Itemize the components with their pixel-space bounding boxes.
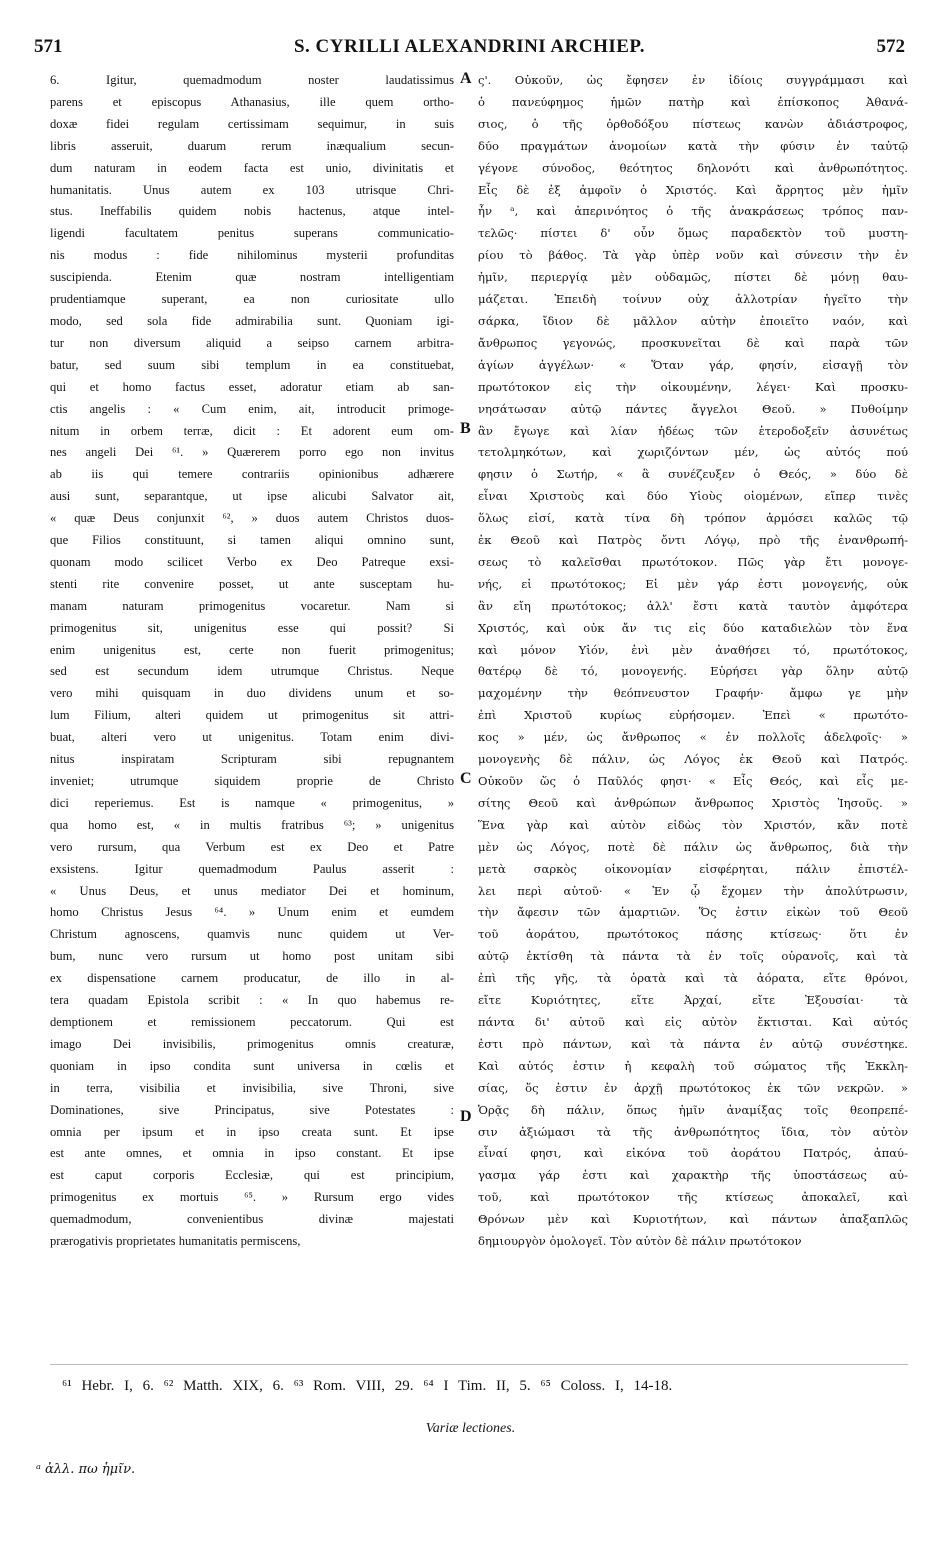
text-line: ἁγίων ἀγγέλων· « Ὅταν γάρ, φησίν, εἰσαγῇ τὸν: [478, 357, 908, 372]
text-line: vero rursum, qua Verbum est ex Deo et Patre: [50, 839, 454, 854]
text-line: ἂν εἴη πρωτότοκος; ἀλλ' ἔστι κατὰ ταυτὸν ἀμφότερα: [478, 598, 908, 613]
text-line: ctis angelis : « Cum enim, ait, introducit primoge-: [50, 401, 454, 416]
text-line: τοῦ ἀοράτου, πρωτότοκος πάσης κτίσεως· ὅτι ἐν: [478, 927, 908, 942]
text-line: Χριστός, καὶ οὐκ ἄν τις εἰς δύο καταδιελὼν τὸν ἕνα: [478, 620, 908, 635]
text-line: ἐπὶ τῆς γῆς, τὰ ὁρατὰ καὶ τὰ ἀόρατα, εἴτε θρόνοι,: [478, 971, 908, 986]
text-line: 6. Igitur, quemadmodum noster laudatissimus: [50, 73, 454, 87]
text-line: quonam modo scilicet Verbo ex Deo Patreque exsi-: [50, 554, 454, 569]
text-line: πρωτότοκον εἰς τὴν οἰκουμένην, λέγει· Καὶ προσκυ-: [478, 379, 908, 394]
text-line: dum naturam in eodem facta est unio, divinitatis et: [50, 160, 454, 175]
text-line: γασμα γάρ ἐστι καὶ χαρακτὴρ τῆς ὑποστάσεως αὐ-: [478, 1168, 908, 1183]
text-line: δημιουργὸν ὁμολογεῖ. Τὸν αὐτὸν δὲ πάλιν πρωτότοκον: [478, 1234, 802, 1249]
text-line: αὐτῷ ἐκτίσθη τὰ πάντα τὰ ἐν τοῖς οὐρανοῖς, καὶ τὰ: [478, 949, 908, 964]
text-line: σεως τὸ καλεῖσθαι πρωτότοκον. Πῶς γὰρ ἔτι μονογε-: [478, 554, 908, 569]
text-line: μάζεται. Ἐπειδὴ τοίνυν οὐχ ἀλλοτρίαν ἡγεῖτο τὴν: [478, 292, 908, 307]
text-line: Οὐκοῦν ὥς ὁ Παῦλός φησι· « Εἷς Θεός, καὶ εἷς με-: [478, 774, 908, 788]
text-line: τὴν ἄφεσιν τῶν ἁμαρτιῶν. Ὅς ἐστιν εἰκὼν τοῦ Θεοῦ: [478, 905, 908, 920]
text-line: nitus inspiratam Scripturam sibi repugnantem: [50, 752, 454, 767]
text-line: qua homo est, « in multis fratribus ⁶³; » unigenitus: [50, 817, 454, 832]
text-line: primogenitus ex mortuis ⁶⁵. » Rursum ergo vides: [50, 1190, 454, 1205]
text-line: enim unigenitus est, certe non fuerit primogenitus;: [50, 642, 454, 657]
text-line: tur non diversum aliquid a seipso carnem arbitra-: [50, 335, 454, 350]
running-title: S. CYRILLI ALEXANDRINI ARCHIEP.: [293, 36, 646, 57]
text-line: ὅλως εἰσί, κατὰ τίνα δὴ τρόπον ἁρμόσει καλῶς τῷ: [478, 511, 908, 526]
text-line: prærogativis proprietates humanitatis permiscens,: [50, 1234, 301, 1249]
text-line: stenti rite convenire posset, ut ante susceptam hu-: [50, 576, 454, 591]
text-line: καὶ μόνον Υἱόν, ἑνὶ μὲν ἀναθήσει τό, πρωτότοκος,: [478, 642, 908, 657]
text-line: τετολμηκότων, καὶ χωριζόντων μέν, ὡς αὐτός πού: [478, 445, 908, 460]
text-line: nis modus : fide nihilominus mysterii profunditas: [50, 248, 454, 263]
text-line: μετὰ σαρκὸς οἰκονομίαν εἰσφέρηται, πάλιν ἐπιστέλ-: [478, 861, 908, 876]
text-line: ἐπὶ Χριστοῦ κυρίως εὑρήσομεν. Ἐπεὶ « πρωτότο-: [478, 708, 908, 723]
text-line: vero mihi quisquam in duo dividens unum et so-: [50, 686, 454, 701]
text-line: γέγονε σύνοδος, θεότητος δηλονότι καὶ ἀνθρωπότητος.: [478, 160, 908, 175]
variae-lectiones-heading: Variæ lectiones.: [425, 1421, 516, 1436]
text-line: ὁ πανεύφημος ἡμῶν πατὴρ καὶ ἐπίσκοπος Ἀθανά-: [478, 94, 908, 109]
text-line: inveniet; utrumque siquidem proprie de Christo: [50, 774, 454, 788]
text-line: primogenitus sit, unigenitus esse qui possit? Si: [50, 620, 454, 635]
text-line: ἡμῖν, περιεργίᾳ μὲν οὐδαμῶς, πίστει δὲ μόνῃ θαυ-: [478, 270, 908, 285]
text-line: ἦν ᵃ, καὶ ἀπερινόητος ὁ τῆς ἀνακράσεως τρόπος παν-: [478, 204, 908, 219]
text-line: σιν ἀξιώμασι τὰ τῆς ἀνθρωπότητος ἴδια, τὸν αὐτὸν: [478, 1124, 908, 1139]
text-line: demptionem et remissionem peccatorum. Qui est: [50, 1014, 454, 1029]
text-line: nitum in orbem terræ, dicit : Et adorent eum om-: [50, 423, 454, 438]
section-marker-a: A: [460, 70, 472, 87]
section-marker-c: C: [460, 770, 472, 787]
text-line: εἴτε Κυριότητες, εἴτε Ἀρχαί, εἴτε Ἐξουσίαι· τὰ: [478, 993, 908, 1008]
text-line: quemadmodum, convenientibus divinæ majestati: [50, 1212, 454, 1227]
text-line: ex dispensatione carnem producatur, de illo in al-: [50, 971, 454, 986]
text-line: νησάτωσαν αὐτῷ πάντες ἄγγελοι Θεοῦ. » Πυθοίμην: [478, 401, 908, 416]
footnotes: ⁶¹ Hebr. I, 6. ⁶² Matth. XIX, 6. ⁶³ Rom. VIII, 29. ⁶⁴ I Tim. II, 5. ⁶⁵ Coloss. I, 14-18.: [62, 1378, 673, 1394]
text-line: bum, nunc vero rursum ut homo post unitam sibi: [50, 949, 454, 964]
text-line: τοῦ, καὶ πρωτότοκον τῆς κτίσεως ἀποκαλεῖ, καὶ: [478, 1190, 908, 1205]
section-marker-b: B: [460, 420, 471, 437]
text-line: stus. Ineffabilis quidem nobis hactenus, atque intel-: [50, 204, 454, 219]
text-line: modo, sed sola fide admirabilia sunt. Quoniam igi-: [50, 313, 454, 328]
text-line: in terra, visibilia et invisibilia, sive Throni, sive: [50, 1080, 454, 1095]
latin-column: [50, 70, 454, 1253]
text-line: Dominationes, sive Principatus, sive Potestates :: [50, 1102, 454, 1117]
text-line: ρίου τὸ βάθος. Τὰ γὰρ ὑπὲρ νοῦν καὶ σύνεσιν τὴν ἐν: [478, 248, 908, 263]
text-line: buat, alteri vero ut unigenitus. Totam enim divi-: [50, 730, 454, 745]
text-line: batur, sed suum sibi templum in ea constituebat,: [50, 357, 454, 372]
text-line: πάντα δι' αὐτοῦ καὶ εἰς αὐτὸν ἔκτισται. Καὶ αὐτός: [478, 1014, 908, 1029]
text-line: φησιν ὁ Σωτήρ, « ἃ συνέζευξεν ὁ Θεός, » δύο δὲ: [478, 467, 908, 482]
page-number-left: 571: [34, 36, 63, 57]
text-line: κος » μέν, ὡς ἄνθρωπος « ἐν πολλοῖς ἀδελφοῖς· »: [478, 730, 908, 745]
variant-note: ᵃ ἀλλ. πω ἡμῖν.: [36, 1462, 136, 1477]
text-line: omnia per ipsum et in ipso creata sunt. Et ipse: [50, 1124, 454, 1139]
text-line: lum Filium, alteri quidem ut primogenitus sit attri-: [50, 708, 454, 723]
text-line: μὲν ὡς Λόγος, ποτὲ δὲ πάλιν ὡς ἄνθρωπος, διὰ τὴν: [478, 839, 908, 854]
text-line: ligendi facultatem penitus superans communicatio-: [50, 226, 454, 241]
text-line: homo Christus Jesus ⁶⁴. » Unum enim et eumdem: [50, 905, 454, 920]
text-line: ausi sunt, separantque, ut ipse alicubi Salvator ait,: [50, 489, 454, 504]
text-line: ab iis qui temere contrariis opinionibus adhærere: [50, 467, 454, 482]
text-line: εἶναί φησι, καὶ εἰκόνα τοῦ ἀοράτου Πατρός, ἀπαύ-: [478, 1146, 908, 1161]
text-line: θατέρῳ δὲ τό, μονογενής. Εὑρήσει γὰρ ὅλην αὐτῷ: [478, 664, 908, 679]
text-line: libris asseruit, duarum rerum inæqualium secun-: [50, 138, 454, 153]
text-line: « quæ Deus conjunxit ⁶², » duos autem Christos duos-: [50, 511, 454, 526]
text-line: doxæ fidei regulam certissimam sequimur, in suis: [50, 116, 454, 131]
text-line: ἐστι πρὸ πάντων, καὶ τὰ πάντα ἐν αὐτῷ συνέστηκε.: [478, 1036, 908, 1051]
text-line: parens et episcopus Athanasius, ille quem ortho-: [50, 94, 454, 109]
text-line: tera quadam Epistola scribit : « In quo habemus re-: [50, 993, 454, 1008]
text-line: nes angeli Dei ⁶¹. » Quærerem porro ego non invitus: [50, 445, 454, 460]
text-line: σίας, ὅς ἐστιν ἐν ἀρχῇ πρωτότοκος ἐκ τῶν νεκρῶν. »: [478, 1080, 908, 1095]
text-line: que Filios constituunt, si tamen aliqui omnino sunt,: [50, 533, 454, 548]
text-line: σιος, ὁ τῆς ὀρθοδόξου πίστεως κανὼν ἀδιάστροφος,: [478, 116, 908, 131]
text-line: ἂν ἔγωγε καὶ λίαν ἡδέως τῶν ἑτεροδοξεῖν ἀσυνέτως: [478, 423, 908, 438]
greek-column: [478, 70, 908, 1253]
text-line: qui et homo factus esset, adoratur etiam ab san-: [50, 379, 454, 394]
running-header: [34, 36, 905, 66]
text-line: Christum agnoscens, quamvis nunc quidem ut Ver-: [50, 927, 454, 942]
text-line: μαχομένην τὴν θεόπνευστον Γραφήν· ἄμφω γε μὴν: [478, 686, 908, 701]
text-line: εἶναι Χριστοὺς καὶ δύο Υἱοὺς οἰομένων, εἴπερ τινὲς: [478, 489, 908, 504]
text-line: suscipienda. Etenim quæ nostram intelligentiam: [50, 270, 454, 285]
text-line: sed est secundum idem utrumque Christus. Neque: [50, 664, 454, 679]
text-line: μονογενὴς δὲ πάλιν, ὡς Λόγος ἐκ Θεοῦ καὶ Πατρός.: [478, 752, 908, 767]
text-line: ἄνθρωπος γεγονώς, προσκυνεῖται δὲ καὶ παρὰ τῶν: [478, 335, 908, 350]
text-line: exsistens. Igitur quemadmodum Paulus asserit :: [50, 861, 454, 876]
text-line: ἐκ Θεοῦ καὶ Πατρὸς ὄντι Λόγῳ, πρὸ τῆς ἐνανθρωπή-: [478, 533, 908, 548]
section-marker-d: D: [460, 1108, 472, 1125]
text-line: quoniam in ipso condita sunt universa in cœlis et: [50, 1058, 454, 1073]
text-line: Ὁρᾷς δὴ πάλιν, ὅπως ἡμῖν ἀναμίξας τοῖς θεοπρεπέ-: [478, 1102, 908, 1117]
text-line: est caput corporis Ecclesiæ, qui est principium,: [50, 1168, 454, 1183]
text-line: Θρόνων μὲν καὶ Κυριοτήτων, καὶ πάντων ἀπαξαπλῶς: [478, 1212, 908, 1227]
text-line: imago Dei invisibilis, primogenitus omnis creaturæ,: [50, 1036, 454, 1051]
text-line: Εἷς δὲ ἐξ ἀμφοῖν ὁ Χριστός. Καὶ ἄρρητος μὲν ἡμῖν: [478, 182, 908, 197]
text-line: prudentiamque superant, ea non curiositate ullo: [50, 292, 454, 307]
text-line: Καὶ αὐτός ἐστιν ἡ κεφαλὴ τοῦ σώματος τῆς Ἐκκλη-: [478, 1058, 908, 1073]
text-line: dici reperiemus. Est is namque « primogenitus, »: [50, 795, 454, 810]
text-line: λει περὶ αὐτοῦ· « Ἐν ᾧ ἔχομεν τὴν ἀπολύτρωσιν,: [478, 883, 908, 898]
page-number-right: 572: [876, 36, 905, 57]
text-line: τελῶς· πίστει δ' οὖν ὅμως παραδεκτὸν τοῦ μυστη-: [478, 226, 908, 241]
text-line: δύο πραγμάτων ἀνομοίων κατὰ τὴν φύσιν ἐν ταὐτῷ: [478, 138, 908, 153]
text-line: est ante omnes, et omnia in ipso constant. Et ipse: [50, 1146, 454, 1161]
text-line: σάρκα, ἴδιον δὲ μᾶλλον αὐτὴν ἐποιεῖτο ναόν, καὶ: [478, 313, 908, 328]
text-line: Ἕνα γὰρ καὶ αὐτὸν εἰδὼς τὸν Χριστόν, κἂν ποτὲ: [478, 817, 908, 832]
text-line: « Unus Deus, et unus mediator Dei et hominum,: [50, 883, 454, 898]
text-line: manam naturam primogenitus vocaretur. Nam si: [50, 598, 454, 613]
text-line: humanitatis. Unus autem ex 103 utrisque Chri-: [50, 182, 454, 197]
text-line: νής, εἰ πρωτότοκος; Εἰ μὲν γάρ ἐστι μονογενής, οὐκ: [478, 576, 908, 591]
text-line: ς'. Οὐκοῦν, ὡς ἔφησεν ἐν ἰδίοις συγγράμμασι καὶ: [478, 73, 908, 87]
text-line: σίτης Θεοῦ καὶ ἀνθρώπων ἄνθρωπος Χριστὸς Ἰησοῦς. »: [478, 795, 908, 810]
footnote-divider: [50, 1364, 908, 1365]
